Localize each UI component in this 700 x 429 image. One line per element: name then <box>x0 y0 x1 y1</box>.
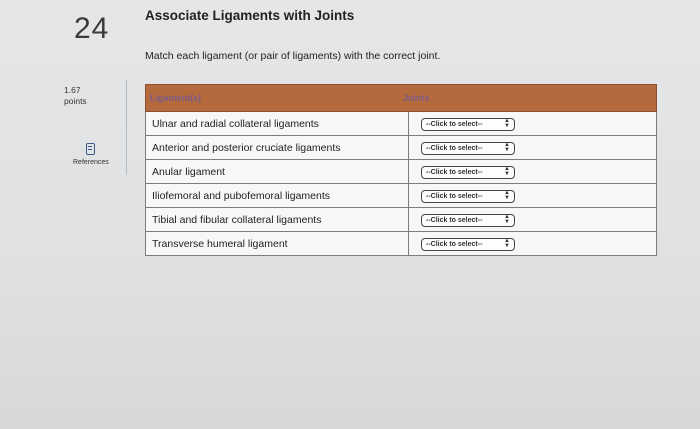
joint-select-value: --Click to select-- <box>426 120 483 128</box>
joint-select-value: --Click to select-- <box>426 216 483 224</box>
joint-select-cell <box>409 208 657 232</box>
joint-select[interactable] <box>421 238 515 251</box>
ligament-cell: Ulnar and radial collateral ligaments <box>146 112 409 136</box>
table-row <box>146 160 657 184</box>
ligament-cell: Tibial and fibular collateral ligaments <box>146 208 409 232</box>
ligament-cell: Anterior and posterior cruciate ligaments <box>146 136 409 160</box>
ligament-cell: Transverse humeral ligament <box>146 232 409 256</box>
joint-select[interactable] <box>421 166 515 179</box>
question-number: 24 <box>74 12 110 45</box>
up-down-arrow-icon: ▲ ▼ <box>504 190 510 201</box>
up-down-arrow-icon: ▲ ▼ <box>504 166 510 177</box>
joint-select-value: --Click to select-- <box>426 240 483 248</box>
joint-select-value: --Click to select-- <box>426 144 483 152</box>
joint-select[interactable] <box>421 142 515 155</box>
table-row <box>146 112 657 136</box>
points-value: 1.67 <box>64 85 81 95</box>
joint-select[interactable] <box>421 118 515 131</box>
joint-select-cell <box>409 232 657 256</box>
joint-select-cell <box>409 184 657 208</box>
table-header-row <box>146 85 657 112</box>
up-down-arrow-icon: ▲ ▼ <box>504 118 510 129</box>
joint-select[interactable] <box>421 214 515 227</box>
ligament-cell: Anular ligament <box>146 160 409 184</box>
table-row <box>146 232 657 256</box>
table-row <box>146 184 657 208</box>
points-block <box>64 85 87 107</box>
joint-select-cell <box>409 160 657 184</box>
up-down-arrow-icon: ▲ ▼ <box>504 238 510 249</box>
up-down-arrow-icon: ▲ ▼ <box>504 142 510 153</box>
joint-select-value: --Click to select-- <box>426 192 483 200</box>
joint-select-value: --Click to select-- <box>426 168 483 176</box>
header-ligaments: Ligament(s) <box>150 93 202 103</box>
joint-select-cell <box>409 136 657 160</box>
ligament-cell: Iliofemoral and pubofemoral ligaments <box>146 184 409 208</box>
document-icon[interactable] <box>86 143 95 155</box>
question-title: Associate Ligaments with Joints <box>145 8 355 23</box>
up-down-arrow-icon: ▲ ▼ <box>504 214 510 225</box>
points-label: points <box>64 96 87 106</box>
question-instruction: Match each ligament (or pair of ligaments) with the correct joint. <box>145 50 441 62</box>
matching-table <box>145 84 657 256</box>
references-link[interactable]: References <box>73 159 109 166</box>
table-header <box>146 85 657 112</box>
table-row <box>146 136 657 160</box>
table-row <box>146 208 657 232</box>
sidebar-divider <box>126 80 127 175</box>
header-joints: Joints <box>403 93 430 103</box>
joint-select-cell <box>409 112 657 136</box>
joint-select[interactable] <box>421 190 515 203</box>
